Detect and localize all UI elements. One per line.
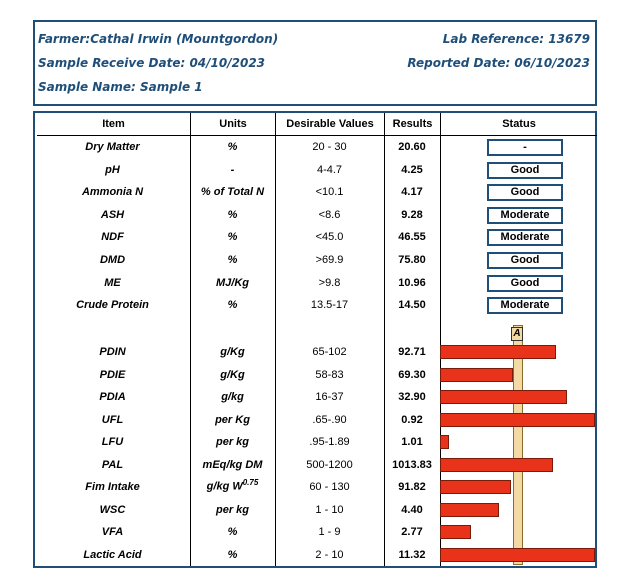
item-cell: NDF — [101, 231, 124, 244]
desirable-cell: 58-83 — [315, 368, 344, 381]
status-badge: Good — [487, 275, 563, 292]
desirable-cell: .95-1.89 — [309, 436, 350, 448]
item-cell: Lactic Acid — [83, 548, 142, 561]
item-cell: Crude Protein — [76, 299, 149, 312]
level-bar — [440, 413, 595, 427]
lab-reference: Lab Reference: 13679 — [442, 32, 590, 46]
result-cell: 1013.83 — [392, 458, 432, 471]
table-header — [37, 113, 597, 136]
result-cell: 2.77 — [401, 526, 423, 538]
desirable-cell: <45.0 — [315, 231, 344, 244]
level-bar — [440, 390, 567, 404]
units-cell: % of Total N — [200, 186, 265, 199]
item-cell: VFA — [101, 526, 124, 538]
result-cell: 69.30 — [398, 368, 426, 381]
units-cell: % — [227, 299, 238, 312]
status-badge: Good — [487, 162, 563, 179]
units-cell: % — [227, 548, 238, 561]
desirable-cell: >69.9 — [315, 254, 344, 266]
units-cell: g/Kg — [220, 346, 245, 358]
col-desirable: Desirable Values — [275, 113, 384, 135]
result-cell: 4.17 — [401, 186, 423, 199]
col-status: Status — [440, 113, 597, 135]
result-cell: 1.01 — [401, 436, 423, 448]
result-cell: 4.25 — [401, 163, 423, 176]
col-item: Item — [102, 118, 125, 130]
units-cell — [190, 472, 275, 494]
desirable-cell: 1 - 10 — [315, 503, 344, 516]
item-cell: DMD — [99, 254, 126, 266]
level-bar — [440, 435, 449, 449]
desirable-cell: <8.6 — [318, 208, 341, 221]
units-cell: % — [227, 208, 238, 221]
level-bar — [440, 345, 556, 359]
units-cell: % — [227, 254, 238, 266]
units-cell: g/Kg — [220, 368, 245, 381]
desirable-cell: 13.5-17 — [310, 299, 349, 312]
desirable-cell: 2 - 10 — [315, 548, 344, 561]
farmer-name: Farmer:Cathal Irwin (Mountgordon) — [38, 32, 279, 46]
units-cell: g/kg — [221, 391, 244, 403]
col-units: Units — [190, 113, 275, 135]
reported-date: Reported Date: 06/10/2023 — [407, 56, 590, 70]
item-cell: WSC — [99, 503, 126, 516]
units-cell: - — [230, 163, 235, 176]
units-cell: per Kg — [215, 413, 250, 426]
level-bar — [440, 458, 553, 472]
gauge-marker: A — [511, 327, 523, 341]
status-badge: Moderate — [487, 229, 563, 246]
desirable-cell: 1 - 9 — [318, 526, 341, 538]
gauge-bar — [513, 325, 523, 565]
result-cell: 75.80 — [398, 254, 426, 266]
desirable-cell: 65-102 — [312, 346, 347, 358]
status-badge: Moderate — [487, 297, 563, 314]
level-bar — [440, 480, 511, 494]
result-cell: 14.50 — [398, 299, 426, 312]
status-badge: Moderate — [487, 207, 563, 224]
units-cell: mEq/kg DM — [202, 458, 263, 471]
result-cell: 10.96 — [398, 276, 426, 289]
units-cell: MJ/Kg — [216, 276, 249, 289]
status-badge: Good — [487, 252, 563, 269]
item-cell: PAL — [101, 458, 124, 471]
level-bar — [440, 368, 513, 382]
result-cell: 32.90 — [398, 391, 426, 403]
col-results: Results — [384, 113, 440, 135]
item-cell: ASH — [100, 208, 125, 221]
desirable-cell: 60 - 130 — [309, 481, 350, 493]
desirable-cell: >9.8 — [318, 276, 341, 289]
item-cell: PDIN — [99, 346, 126, 358]
sample-name: Sample Name: Sample 1 — [38, 80, 203, 94]
result-cell: 11.32 — [398, 548, 426, 561]
desirable-cell: 500-1200 — [306, 458, 353, 471]
units-cell: % — [227, 526, 238, 538]
item-cell: Ammonia N — [81, 186, 144, 199]
units-text: g/kg W — [206, 480, 243, 493]
units-cell: % — [227, 231, 238, 244]
level-bar — [440, 548, 595, 562]
result-cell: 46.55 — [398, 231, 426, 244]
desirable-cell: <10.1 — [315, 186, 344, 199]
sample-receive-date: Sample Receive Date: 04/10/2023 — [38, 56, 266, 70]
result-cell: 0.92 — [401, 413, 423, 426]
desirable-cell: 20 - 30 — [312, 141, 347, 153]
desirable-cell: .65-.90 — [312, 413, 347, 426]
units-cell: % — [227, 141, 238, 153]
item-cell: PDIE — [99, 368, 126, 381]
item-cell: UFL — [101, 413, 124, 426]
level-bar — [440, 503, 499, 517]
units-exponent: 0.75 — [242, 478, 259, 487]
status-badge: - — [487, 139, 563, 156]
desirable-cell: 16-37 — [315, 391, 344, 403]
item-cell: LFU — [101, 436, 124, 448]
units-cell: per kg — [215, 436, 249, 448]
result-cell: 91.82 — [398, 481, 426, 493]
result-cell: 20.60 — [398, 141, 426, 153]
units-cell: per kg — [215, 503, 249, 516]
result-cell: 4.40 — [401, 503, 423, 516]
item-cell: Dry Matter — [85, 141, 140, 153]
item-cell: PDIA — [99, 391, 126, 403]
result-cell: 9.28 — [401, 208, 423, 221]
level-bar — [440, 525, 471, 539]
item-cell: pH — [105, 163, 120, 176]
item-cell: Fim Intake — [85, 481, 140, 493]
desirable-cell: 4-4.7 — [316, 163, 343, 176]
item-cell: ME — [104, 276, 121, 289]
result-cell: 92.71 — [398, 346, 426, 358]
status-badge: Good — [487, 184, 563, 201]
